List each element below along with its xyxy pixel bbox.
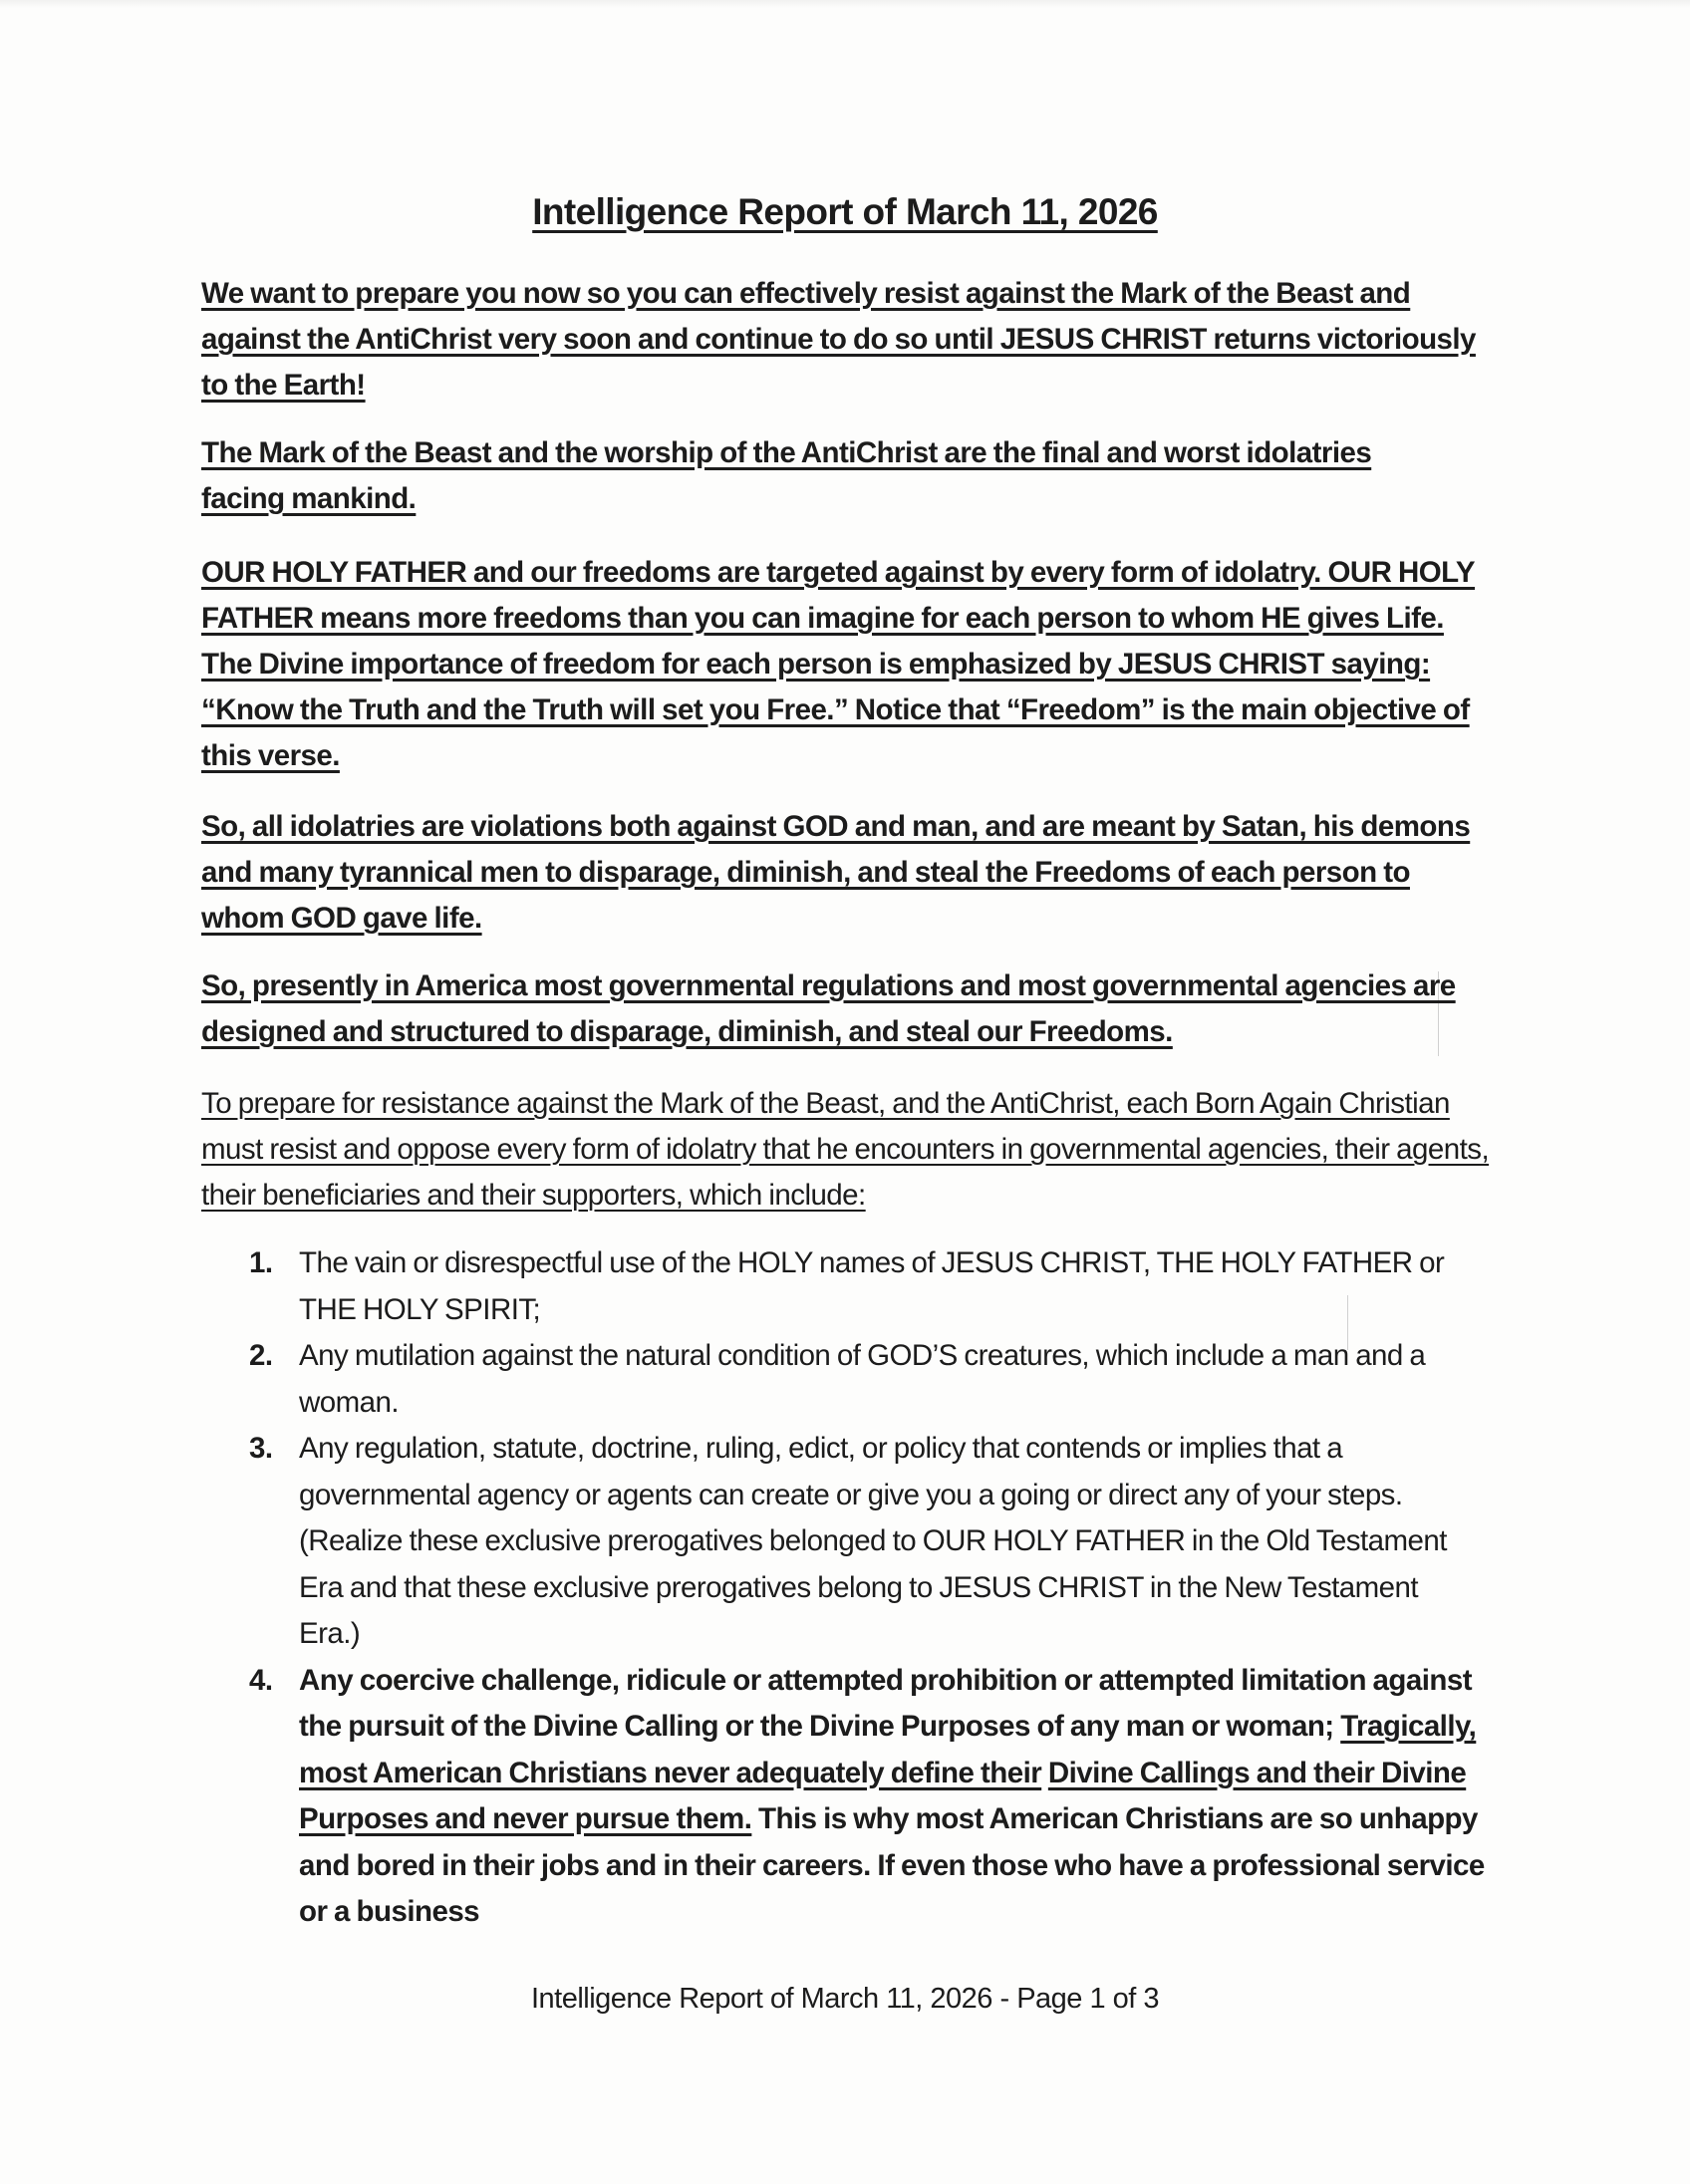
list-item-text: Any mutilation against the natural condition of GOD’S creatures, which include a man and a woman. <box>299 1339 1426 1419</box>
list-item-text: Any coercive challenge, ridicule or attempted prohibition or attempted limitation against the pursuit of the Divine Calling or the Divine Purposes of any man or woman; <box>299 1663 1472 1743</box>
scan-edge <box>0 0 1690 8</box>
page-title: Intelligence Report of March 11, 2026 <box>532 191 1158 232</box>
idolatry-list <box>239 1240 1485 1936</box>
page-footer: Intelligence Report of March 11, 2026 - Page 1 of 3 <box>530 1983 1160 2015</box>
list-item-4 <box>239 1658 1485 1936</box>
list-item-1 <box>239 1240 1485 1333</box>
underlined-text: Divine Callings and their Divine Purposes and never pursue them. <box>299 1756 1467 1835</box>
list-item-text: The vain or disrespectful use of the HOLY names of JESUS CHRIST, THE HOLY FATHER or THE HOLY SPIRIT; <box>299 1246 1445 1326</box>
list-item-2 <box>239 1333 1485 1426</box>
list-number: 3. <box>249 1432 273 1465</box>
paragraph-intro: We want to prepare you now so you can effectively resist against the Mark of the Beast and against the AntiChrist very soon and continue to do so until JESUS CHRIST returns victoriously to the Earth! <box>201 277 1476 402</box>
list-number: 2. <box>249 1339 273 1372</box>
underlined-text: Tragically, most American Christians never adequately define their <box>299 1710 1477 1789</box>
list-item-text: This is why most American Christians are so unhappy and bored in their jobs and in their careers. If even those who have a professional service or a business <box>299 1802 1485 1928</box>
spacer-text <box>1041 1757 1048 1789</box>
list-item-text: Any regulation, statute, doctrine, ruling, edict, or policy that contends or implies that a governmental agency or agents can create or give you a going or direct any of your steps. (Realize these exclusive prerogatives belonged to OUR HOLY FATHER in the Old Testament Era and that these exclusive prerogatives belong to JESUS CHRIST in the New Testament Era.) <box>299 1432 1447 1650</box>
paragraph-prepare-resistance: To prepare for resistance against the Mark of the Beast, and the AntiChrist, each Born Again Christian must resist and oppose every form of idolatry that he encounters in governmental agencies, their agents, their beneficiaries and their supporters, which include: <box>201 1087 1490 1212</box>
list-number: 4. <box>249 1663 273 1697</box>
list-item-3 <box>239 1426 1485 1658</box>
paragraph-violations: So, all idolatries are violations both against GOD and man, and are meant by Satan, his demons and many tyrannical men to disparage, diminish, and steal the Freedoms of each person to whom GOD gave life. <box>201 810 1471 935</box>
paragraph-holy-father-freedoms: OUR HOLY FATHER and our freedoms are targeted against by every form of idolatry. OUR HOLY FATHER means more freedoms than you can imagine for each person to whom HE gives Life. The Divine importance of freedom for each person is emphasized by JESUS CHRIST saying: “Know the Truth and the Truth will set you Free.” Notice that “Freedom” is the main objective of this verse. <box>201 556 1476 772</box>
paragraph-america: So, presently in America most governmental regulations and most governmental agencies are designed and structured to disparage, diminish, and steal our Freedoms. <box>201 969 1456 1048</box>
list-number: 1. <box>249 1246 273 1279</box>
paragraph-final-idolatries: The Mark of the Beast and the worship of the AntiChrist are the final and worst idolatries facing mankind. <box>201 436 1372 515</box>
